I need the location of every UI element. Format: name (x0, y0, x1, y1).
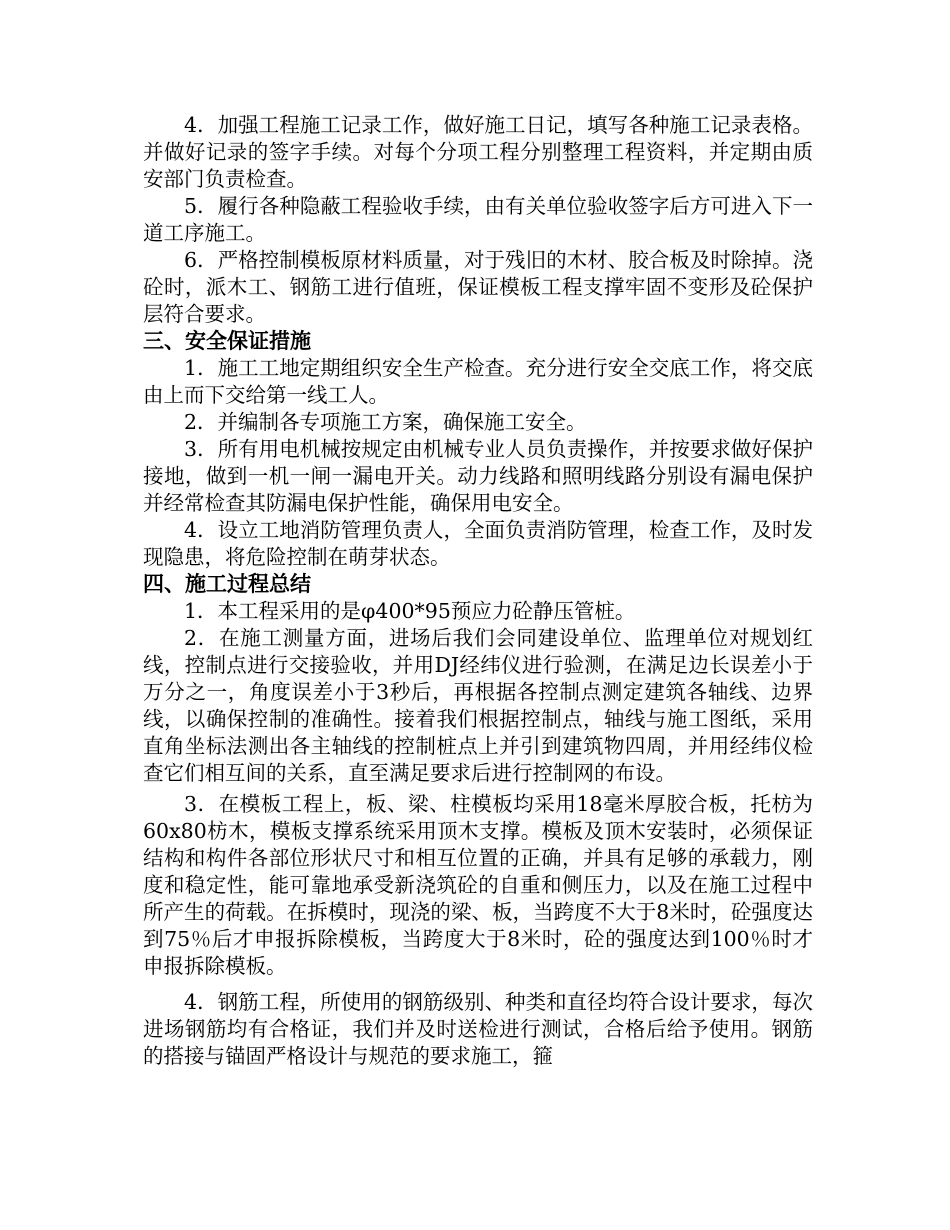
paragraph: 5．履行各种隐蔽工程验收手续，由有关单位验收签字后方可进入下一道工序施工。 (143, 194, 813, 245)
paragraph: 3．所有用电机械按规定由机械专业人员负责操作，并按要求做好保护接地，做到一机一闸一漏电开关。动力线路和照明线路分别设有漏电保护并经常检查其防漏电保护性能，确保用电安全。 (143, 437, 813, 515)
document-page (143, 112, 813, 1070)
paragraph: 4．设立工地消防管理负责人，全面负责消防管理，检查工作，及时发现隐患，将危险控制在萌芽状态。 (143, 518, 813, 569)
paragraph: 4．钢筋工程，所使用的钢筋级别、种类和直径均符合设计要求，每次进场钢筋均有合格证，我们并及时送检进行测试，合格后给予使用。钢筋的搭接与锚固严格设计与规范的要求施工，箍 (143, 990, 813, 1068)
paragraph: 3．在模板工程上，板、梁、柱模板均采用18毫米厚胶合板，托枋为60x80枋木，模板支撑系统采用顶木支撑。模板及顶木安装时，必须保证结构和构件各部位形状尺寸和相互位置的正确，并具有足够的承载力，刚度和稳定性，能可靠地承受新浇筑砼的自重和侧压力，以及在施工过程中所产生的荷载。在拆模时，现浇的梁、板，当跨度不大于8米时，砼强度达到75％后才申报拆除模板，当跨度大于8米时，砼的强度达到100％时才申报拆除模板。 (143, 792, 813, 978)
paragraph: 2．并编制各专项施工方案，确保施工安全。 (184, 410, 587, 434)
section-heading: 三、安全保证措施 (143, 329, 311, 353)
paragraph: 6．严格控制模板原材料质量，对于残旧的木材、胶合板及时除掉。浇砼时，派木工、钢筋工进行值班，保证模板工程支撑牢固不变形及砼保护层符合要求。 (143, 248, 813, 326)
paragraph: 1．本工程采用的是φ400*95预应力砼静压管桩。 (184, 599, 636, 623)
paragraph: 4．加强工程施工记录工作，做好施工日记，填写各种施工记录表格。并做好记录的签字手续。对每个分项工程分别整理工程资料，并定期由质安部门负责检查。 (143, 113, 813, 191)
paragraph: 1．施工工地定期组织安全生产检查。充分进行安全交底工作，将交底由上而下交给第一线工人。 (143, 356, 813, 407)
paragraph: 2．在施工测量方面，进场后我们会同建设单位、监理单位对规划红线，控制点进行交接验收，并用DJ经纬仪进行验测，在满足边长误差小于万分之一，角度误差小于3秒后，再根据各控制点测定建筑各轴线、边界线，以确保控制的准确性。接着我们根据控制点，轴线与施工图纸，采用直角坐标法测出各主轴线的控制桩点上并引到建筑物四周，并用经纬仪检查它们相互间的关系，直至满足要求后进行控制网的布设。 (143, 626, 813, 785)
section-heading: 四、施工过程总结 (143, 572, 311, 596)
